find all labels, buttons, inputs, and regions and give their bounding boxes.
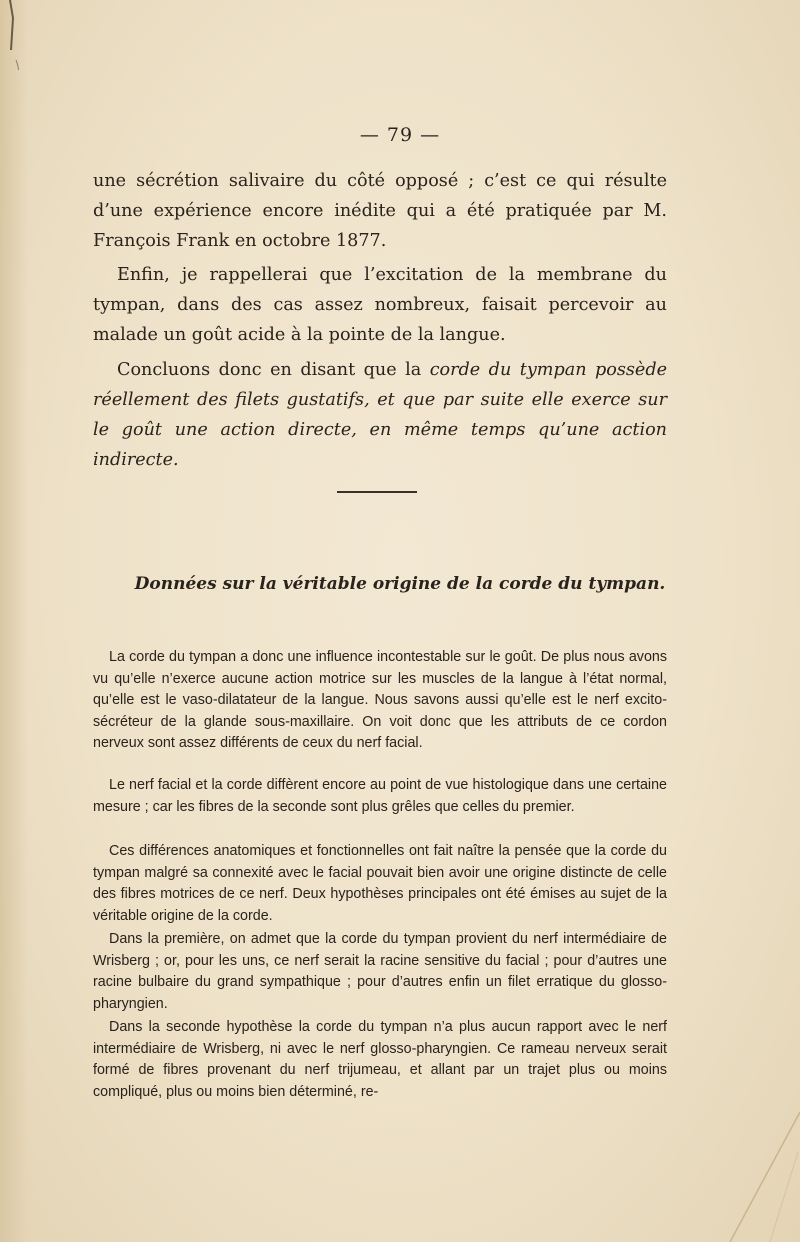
conclusion-lead: Concluons donc en disant que la — [117, 360, 430, 380]
section-title: Données sur la véritable origine de la corde du tympan. — [134, 574, 666, 594]
page-edge-shadow — [0, 0, 28, 1242]
paragraph-2: Enfin, je rappellerai que l’excitation de la membrane du tympan, dans des cas assez nombreux, faisait percevoir au malade un goût acide à la pointe de la langue. — [93, 265, 667, 345]
small-paragraph-2: Le nerf facial et la corde diffèrent encore au point de vue histologique dans une certaine mesure ; car les fibres de la seconde sont plus grêles que celles du premier. — [93, 777, 667, 815]
small-paragraph-3: Ces différences anatomiques et fonctionnelles ont fait naître la pensée que la corde du tympan malgré sa connexité avec le facial pouvait bien avoir une origine distincte de celle des fibres motrices de ce nerf. Deux hypothèses principales ont été émises au sujet de la véritable origine de la corde. — [93, 843, 667, 924]
conclusion-italic: corde du tympan possède réellement des filets gustatifs, et que par suite elle exerce sur le goût une action directe, en même temps qu’une action indirecte. — [93, 360, 667, 470]
section-divider — [337, 491, 417, 493]
ink-mark-decoration — [4, 0, 24, 70]
small-paragraph-1: La corde du tympan a donc une influence incontestable sur le goût. De plus nous avons vu qu’elle n’exerce aucune action motrice sur les muscles de la langue à l’état normal, qu’elle est le vaso-dilatateur de la langue. Nous savons aussi qu’elle est le nerf excito-sécréteur de la glande sous-maxillaire. On voit donc que les attributs de ce cordon nerveux sont assez différents de ceux du nerf facial. — [93, 649, 667, 751]
page-crease-decoration — [710, 1112, 800, 1242]
small-paragraph-4: Dans la première, on admet que la corde du tympan provient du nerf intermédiaire de Wrisberg ; or, pour les uns, ce nerf serait la racine sensitive du facial ; pour d’autres une racine bulbaire du grand sympathique ; pour d’autres enfin un filet erratique du glosso-pharyngien. — [93, 931, 667, 1012]
small-paragraph-5: Dans la seconde hypothèse la corde du tympan n’a plus aucun rapport avec le nerf intermédiaire de Wrisberg, ni avec le nerf glosso-pharyngien. Ce rameau nerveux serait formé de fibres provenant du nerf trijumeau, et allant par un trajet plus ou moins compliqué, plus ou moins bien déterminé, re- — [93, 1019, 667, 1100]
page-number: — 79 — — [359, 124, 441, 146]
paragraph-1: une sécrétion salivaire du côté opposé ; c’est ce qui résulte d’une expérience encore inédite qui a été pratiquée par M. François Frank en octobre 1877. — [93, 171, 667, 251]
paragraph-3-conclusion — [93, 355, 667, 475]
